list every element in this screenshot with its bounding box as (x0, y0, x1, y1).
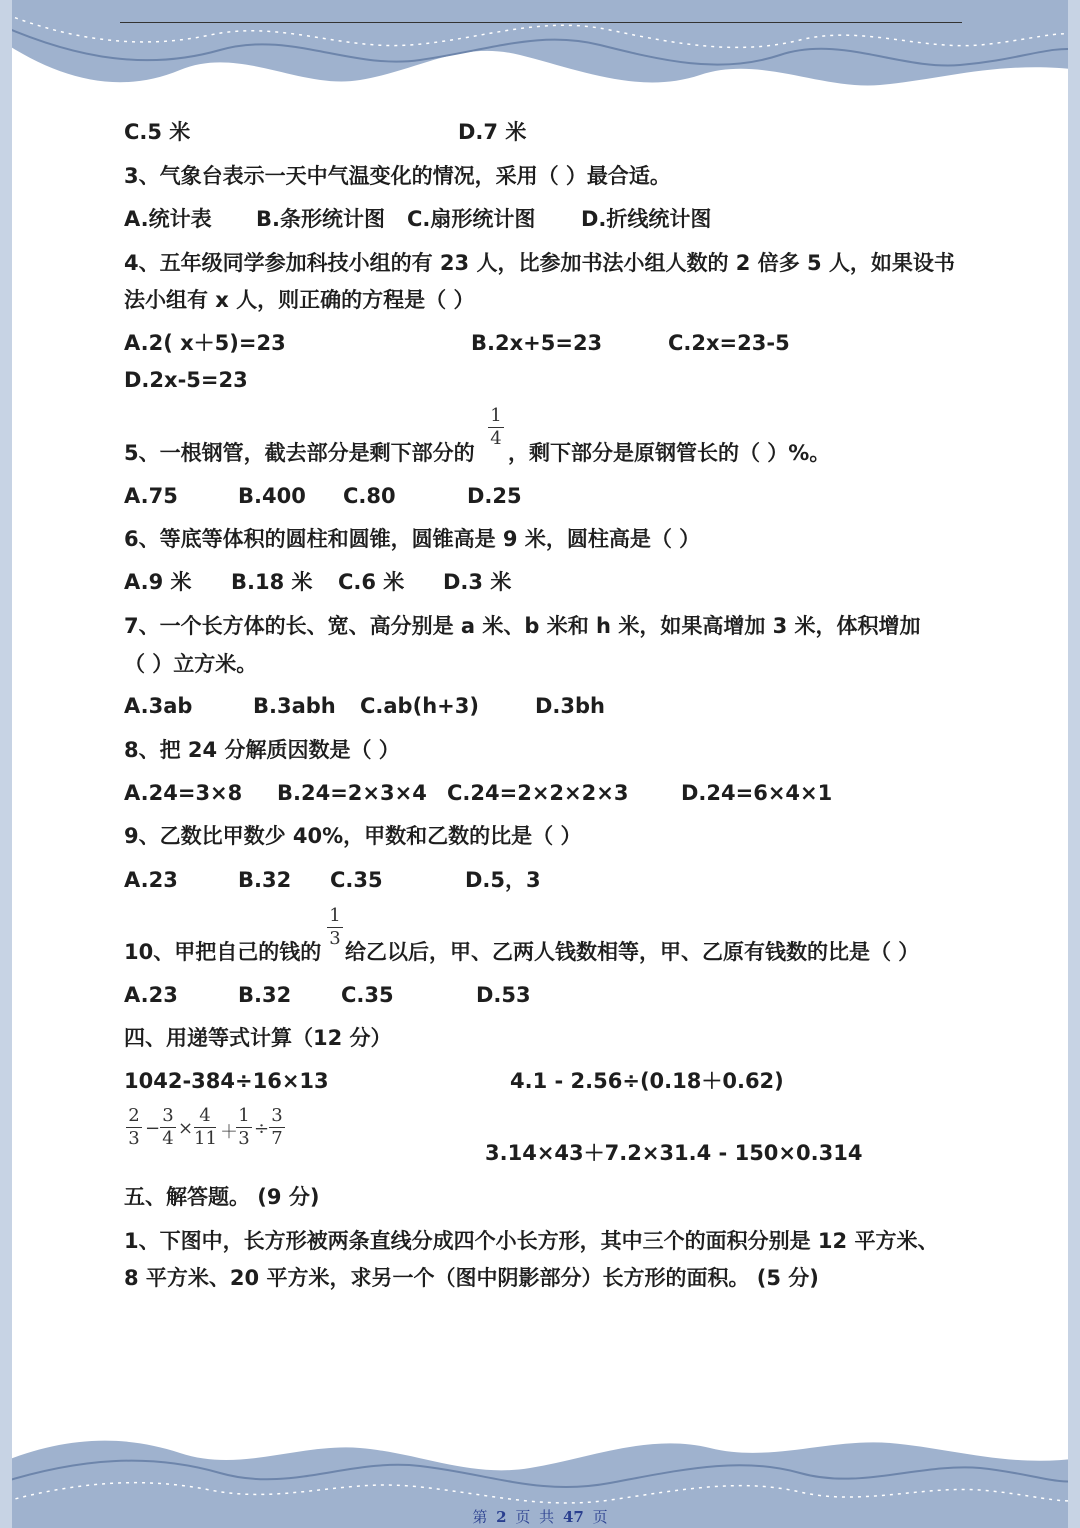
q10-fraction-den: 3 (329, 928, 341, 949)
q9-option-d: D.5，3 (465, 868, 541, 892)
q10-stem-before: 10、甲把自己的钱的 (124, 940, 322, 964)
footer-pre: 第 (472, 1508, 488, 1526)
calc-expr-1: 1042-384÷16×13 (124, 1069, 329, 1093)
page-footer (0, 1506, 1080, 1527)
section5-title: 五、解答题。 (9 分) (124, 1185, 320, 1209)
q7-stem-line1: 7、一个长方体的长、宽、高分别是 a 米、b 米和 h 米，如果高增加 3 米，体积增加 (124, 614, 921, 638)
q8-option-d: D.24=6×4×1 (681, 781, 833, 805)
right-border (1068, 0, 1080, 1528)
q4-option-b: B.2x+5=23 (471, 331, 603, 355)
expr3-op-4: ÷ (254, 1118, 270, 1139)
q2-option-d: D.7 米 (458, 120, 527, 144)
section4-title: 四、用递等式计算（12 分） (124, 1026, 392, 1050)
q9-option-a: A.23 (124, 868, 178, 892)
expr3-frac-4 (236, 1106, 252, 1149)
expr3-frac-2 (160, 1106, 176, 1149)
q7-option-b: B.3abh (253, 694, 336, 718)
expr3-frac-2-num: 3 (162, 1105, 174, 1126)
q5-option-b: B.400 (238, 484, 306, 508)
expr3-op-1: − (145, 1118, 161, 1139)
left-border (0, 0, 12, 1528)
expr3-frac-3-den: 11 (194, 1128, 217, 1149)
footer-page-number: 2 (496, 1508, 507, 1526)
section5-q1-line2: 8 平方米、20 平方米，求另一个（图中阴影部分）长方形的面积。 (5 分) (124, 1266, 819, 1290)
q5-fraction-num: 1 (490, 405, 502, 426)
q7-stem-line2: （ ）立方米。 (124, 652, 258, 676)
q5-option-c: C.80 (343, 484, 396, 508)
q5-option-d: D.25 (467, 484, 522, 508)
q9-stem: 9、乙数比甲数少 40%，甲数和乙数的比是（ ） (124, 824, 582, 848)
q4-option-a: A.2( x＋5)=23 (124, 331, 286, 355)
footer-mid1: 页 (515, 1508, 531, 1526)
section5-q1-line1: 1、下图中，长方形被两条直线分成四个小长方形，其中三个的面积分别是 12 平方米、 (124, 1229, 939, 1253)
q8-option-b: B.24=2×3×4 (277, 781, 427, 805)
footer-mid2: 共 (539, 1508, 555, 1526)
q6-option-c: C.6 米 (338, 570, 405, 594)
q7-option-d: D.3bh (535, 694, 606, 718)
q2-option-c: C.5 米 (124, 120, 191, 144)
q5-stem-after: ，剩下部分是原钢管长的（ ）%。 (508, 441, 831, 465)
q8-stem: 8、把 24 分解质因数是（ ） (124, 738, 400, 762)
q10-option-a: A.23 (124, 983, 178, 1007)
q10-option-d: D.53 (476, 983, 531, 1007)
q10-fraction-num: 1 (329, 905, 341, 926)
expr3-frac-5 (269, 1106, 285, 1149)
expr3-frac-4-den: 3 (238, 1128, 250, 1149)
q7-option-c: C.ab(h+3) (360, 694, 479, 718)
footer-total-pages: 47 (562, 1508, 584, 1526)
expr3-frac-5-num: 3 (271, 1105, 283, 1126)
q3-stem: 3、气象台表示一天中气温变化的情况，采用（ ）最合适。 (124, 164, 671, 188)
expr3-frac-5-den: 7 (271, 1128, 283, 1149)
q8-option-c: C.24=2×2×2×3 (447, 781, 629, 805)
q4-option-d: D.2x-5=23 (124, 368, 248, 392)
q4-option-c: C.2x=23-5 (668, 331, 790, 355)
footer-post: 页 (592, 1508, 608, 1526)
expr3-frac-1 (126, 1106, 142, 1149)
expr3-frac-1-den: 3 (128, 1128, 140, 1149)
q10-stem-after: 给乙以后，甲、乙两人钱数相等，甲、乙原有钱数的比是（ ） (345, 940, 920, 964)
q3-option-b: B.条形统计图 (256, 207, 385, 231)
q6-option-d: D.3 米 (443, 570, 512, 594)
top-wave-border (0, 0, 1080, 110)
expr3-frac-1-num: 2 (128, 1105, 140, 1126)
expr3-frac-3 (194, 1106, 216, 1149)
q10-option-b: B.32 (238, 983, 292, 1007)
q6-stem: 6、等底等体积的圆柱和圆锥，圆锥高是 9 米，圆柱高是（ ） (124, 527, 701, 551)
q10-fraction (327, 906, 343, 949)
q3-option-c: C.扇形统计图 (407, 207, 536, 231)
q10-option-c: C.35 (341, 983, 394, 1007)
q4-stem-line2: 法小组有 x 人，则正确的方程是（ ） (124, 288, 475, 312)
expr3-frac-2-den: 4 (162, 1128, 174, 1149)
calc-expr-2: 4.1 - 2.56÷(0.18＋0.62) (510, 1069, 784, 1093)
q6-option-a: A.9 米 (124, 570, 192, 594)
q5-option-a: A.75 (124, 484, 178, 508)
q7-option-a: A.3ab (124, 694, 193, 718)
expr3-op-3: ＋ (220, 1122, 238, 1143)
q3-option-d: D.折线统计图 (581, 207, 712, 231)
q5-fraction-den: 4 (490, 428, 502, 449)
q5-fraction (488, 406, 504, 449)
expr3-frac-4-num: 1 (238, 1105, 250, 1126)
expr3-frac-3-num: 4 (199, 1105, 211, 1126)
header-rule (120, 22, 962, 23)
q5-stem-before: 5、一根钢管，截去部分是剩下部分的 (124, 441, 475, 465)
q3-option-a: A.统计表 (124, 207, 212, 231)
q8-option-a: A.24=3×8 (124, 781, 243, 805)
q4-stem-line1: 4、五年级同学参加科技小组的有 23 人，比参加书法小组人数的 2 倍多 5 人，如果设书 (124, 251, 955, 275)
q9-option-c: C.35 (330, 868, 383, 892)
calc-expr-3 (124, 1106, 294, 1162)
expr3-op-2: × (178, 1118, 194, 1139)
calc-expr-4: 3.14×43＋7.2×31.4 - 150×0.314 (485, 1141, 863, 1165)
q6-option-b: B.18 米 (231, 570, 313, 594)
q9-option-b: B.32 (238, 868, 292, 892)
